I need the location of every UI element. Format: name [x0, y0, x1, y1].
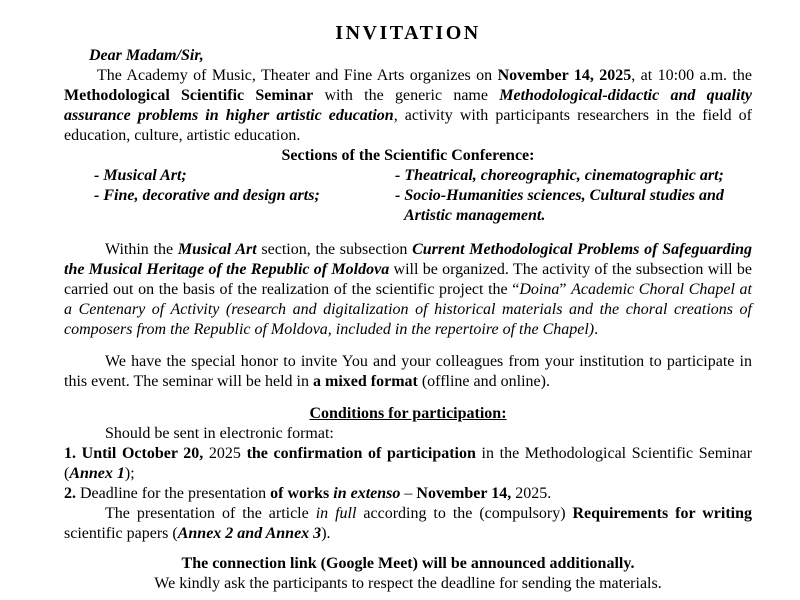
intro-paragraph: The Academy of Music, Theater and Fine Arts organizes on November 14, 2025, at 10:00 a.m. the Methodological Scientific Seminar with the generic name Methodological-didactic and quality assurance problems in higher artistic education, activity with participants researchers in the field of education, culture, artistic education.: [64, 67, 753, 144]
deadline-reminder-line: We kindly ask the participants to respect the deadline for sending the materials.: [154, 575, 662, 592]
section-item-musical-art: - Musical Art;: [94, 167, 187, 184]
section-item-theatrical: - Theatrical, choreographic, cinematographic art;: [395, 167, 724, 184]
sections-column-right: [395, 166, 752, 226]
sections-column-left: [64, 166, 395, 226]
condition-item-1: 1. Until October 20, 2025 the confirmation of participation in the Methodological Scientific Seminar (Annex 1);: [64, 445, 753, 482]
section-item-fine-arts: - Fine, decorative and design arts;: [94, 187, 320, 204]
subsection-paragraph: Within the Musical Art section, the subsection Current Methodological Problems of Safeguarding the Musical Heritage of the Republic of Moldova will be organized. The activity of the subsection will be carried out on the basis of the realization of the scientific project the “Doina” Academic Choral Chapel at a Centenary of Activity (research and digitalization of historical materials and the choral creations of composers from the Republic of Moldova, included in the repertoire of the Chapel).: [64, 241, 753, 338]
connection-link-line: The connection link (Google Meet) will be announced additionally.: [181, 555, 635, 572]
presentation-paragraph: The presentation of the article in full according to the (compulsory) Requirements for writing scientific papers (Annex 2 and Annex 3).: [64, 505, 753, 542]
section-item-socio-humanities: - Socio-Humanities sciences, Cultural studies and Artistic management.: [395, 187, 724, 224]
electronic-format-line: Should be sent in electronic format:: [105, 425, 334, 442]
invitation-paragraph: We have the special honor to invite You and your colleagues from your institution to participate in this event. The seminar will be held in a mixed format (offline and online).: [64, 353, 752, 390]
salutation: Dear Madam/Sir,: [89, 47, 204, 64]
document-title: INVITATION: [335, 22, 481, 44]
condition-item-2: 2. Deadline for the presentation of works in extenso – November 14, 2025.: [64, 485, 552, 502]
conditions-header: Conditions for participation:: [309, 405, 507, 422]
sections-columns: [64, 166, 752, 226]
sections-header: Sections of the Scientific Conference:: [281, 147, 535, 164]
